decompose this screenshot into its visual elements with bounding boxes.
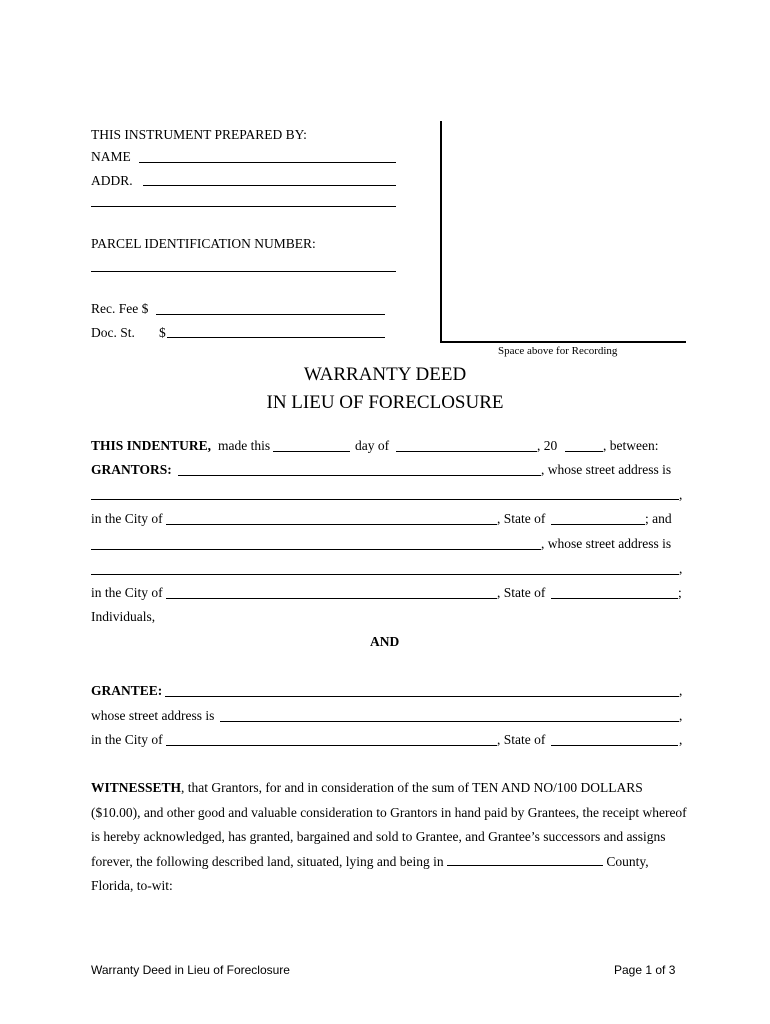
grantee-street-comma: , xyxy=(679,708,683,723)
grantors2-state-field[interactable] xyxy=(551,598,678,599)
grantors2-name-field[interactable] xyxy=(91,549,541,550)
rec-fee-label: Rec. Fee $ xyxy=(91,301,149,316)
grantors-and-suffix: ; and xyxy=(645,511,672,526)
grantee-label: GRANTEE: xyxy=(91,683,163,698)
witnesseth-paragraph xyxy=(91,776,691,899)
grantors-state-field[interactable] xyxy=(551,524,645,525)
made-this-label: made this xyxy=(218,438,271,453)
grantors-name-field[interactable] xyxy=(178,475,541,476)
addr-field[interactable] xyxy=(143,185,396,186)
doc-st-dollar: $ xyxy=(159,325,166,340)
parcel-label: PARCEL IDENTIFICATION NUMBER: xyxy=(91,236,316,251)
rec-fee-field[interactable] xyxy=(156,314,385,315)
grantee-state-field[interactable] xyxy=(551,745,678,746)
grantors-state-label: , State of xyxy=(497,511,546,526)
grantors2-semicolon: ; xyxy=(678,585,682,600)
indenture-lead: THIS INDENTURE, xyxy=(91,438,212,453)
grantee-city-label: in the City of xyxy=(91,732,163,747)
between-label: , between: xyxy=(603,438,659,453)
name-label: NAME xyxy=(91,149,131,164)
parcel-field[interactable] xyxy=(91,271,396,272)
grantee-street-label: whose street address is xyxy=(91,708,215,723)
title-line2: IN LIEU OF FORECLOSURE xyxy=(266,392,504,413)
addr-label: ADDR. xyxy=(91,173,133,188)
grantors2-street-comma: , xyxy=(679,561,683,576)
doc-st-field[interactable] xyxy=(167,337,385,338)
grantors-street-suffix: , whose street address is xyxy=(541,462,672,477)
footer-title: Warranty Deed in Lieu of Foreclosure xyxy=(91,963,290,977)
prepared-by-heading: THIS INSTRUMENT PREPARED BY: xyxy=(91,127,307,142)
grantors2-city-label: in the City of xyxy=(91,585,163,600)
grantors-city-label: in the City of xyxy=(91,511,163,526)
witnesseth-lead: WITNESSETH xyxy=(91,780,182,795)
doc-st-label: Doc. St. xyxy=(91,325,135,340)
grantee-name-comma: , xyxy=(679,683,683,698)
year-field[interactable] xyxy=(565,451,603,452)
grantors2-street-suffix: , whose street address is xyxy=(541,536,672,551)
recording-box-bottom-border xyxy=(440,341,686,343)
county-field[interactable] xyxy=(447,854,603,866)
recording-box-left-border xyxy=(440,121,442,343)
grantors2-state-label: , State of xyxy=(497,585,546,600)
grantors-street-field[interactable] xyxy=(91,499,679,500)
year-prefix: , 20 xyxy=(537,438,558,453)
grantee-name-field[interactable] xyxy=(165,696,679,697)
grantors-street-comma: , xyxy=(679,487,683,502)
witnesseth-body: , that Grantors, for and in consideration of the sum of TEN AND NO/100 DOLLARS ($10.00), and other good and valuable consideration to Grantors in hand paid by Grantees, the receipt whereof is hereby acknowledged, has granted, bargained and sold to Grantee, and Grantee’s successors and assigns forever, the following described land, situated, lying and being in xyxy=(91,780,687,869)
month-field[interactable] xyxy=(396,451,537,452)
name-field[interactable] xyxy=(139,162,396,163)
grantors-label: GRANTORS: xyxy=(91,462,172,477)
title-line1: WARRANTY DEED xyxy=(303,364,467,385)
and-separator: AND xyxy=(370,634,400,649)
grantors2-city-field[interactable] xyxy=(166,598,497,599)
day-of-label: day of xyxy=(355,438,390,453)
grantors2-street-field[interactable] xyxy=(91,574,679,575)
grantors-city-field[interactable] xyxy=(166,524,497,525)
footer-page-number: Page 1 of 3 xyxy=(614,963,676,977)
addr-field-line2[interactable] xyxy=(91,206,396,207)
individuals-text: Individuals, xyxy=(91,609,156,624)
grantee-state-label: , State of xyxy=(497,732,546,747)
grantee-street-field[interactable] xyxy=(220,721,679,722)
recording-note: Space above for Recording xyxy=(498,345,618,357)
day-field[interactable] xyxy=(273,451,350,452)
grantee-state-comma: , xyxy=(679,732,683,747)
witnesseth-county: County, Florida, to-wit: xyxy=(91,853,649,893)
grantee-city-field[interactable] xyxy=(166,745,497,746)
